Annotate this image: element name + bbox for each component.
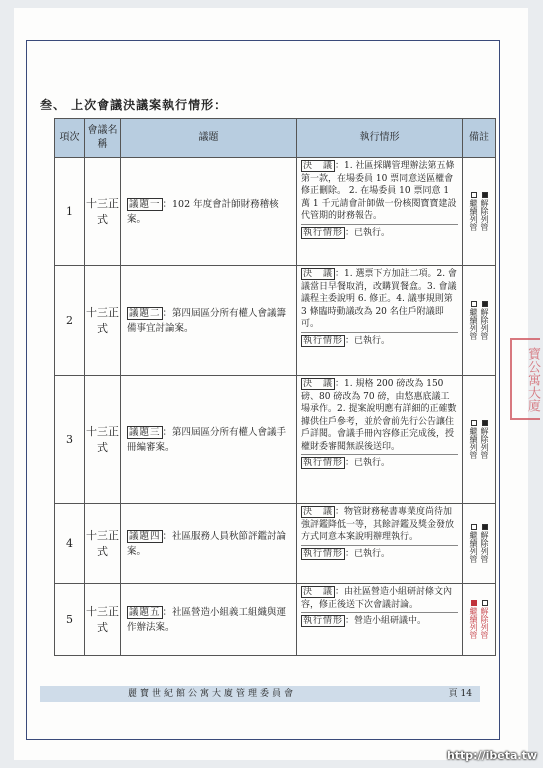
topic-text: ：社區服務人員秋節評鑑討論案。 xyxy=(127,530,287,557)
resolution-block xyxy=(301,586,458,613)
footer-committee-name: 麗寶世紀館公寓大廈管理委員會 xyxy=(128,689,297,699)
exec-status: ：營造小組研議中。 xyxy=(345,616,427,626)
note-continue-label: 繼續列管 xyxy=(469,607,478,639)
exec-cell xyxy=(297,266,463,376)
resolution-block xyxy=(301,268,458,333)
checkbox-release xyxy=(482,301,488,307)
topic-text: ：102 年度會計師財務稽核案。 xyxy=(127,198,279,225)
topic-cell xyxy=(121,158,297,266)
exec-status-block xyxy=(301,615,458,628)
resolution-block xyxy=(301,506,458,546)
resolution-label: 決 議 xyxy=(303,587,334,597)
topic-text: ：第四屆區分所有權人會議手冊編審案。 xyxy=(127,426,287,453)
header-topic: 議題 xyxy=(121,119,297,158)
row-number: 3 xyxy=(55,376,85,504)
footer-page-number: 頁 14 xyxy=(448,689,472,699)
resolution-label: 決 議 xyxy=(303,507,334,517)
exec-cell xyxy=(297,158,463,266)
topic-text: ：社區營造小組義工組織與運作辦法案。 xyxy=(127,606,287,633)
topic-cell xyxy=(121,266,297,376)
resolution-text: ：1. 規格 200 磅改為 150 磅、80 磅改為 70 磅，由悠惠底議工場承作。2. 提案說明應有詳細的正確數據供住戶參考，並於會前先行公告讓住戶詳閱。會議手冊內容修正完成後，授權財委審閱無誤後送印。 xyxy=(301,379,457,452)
header-type: 會議名稱 xyxy=(85,119,121,158)
exec-status-block xyxy=(301,548,458,561)
meeting-name: 十三正式 xyxy=(85,584,121,656)
checkbox-continue xyxy=(471,301,477,307)
checkbox-continue xyxy=(471,524,477,530)
footer-bar xyxy=(40,686,480,702)
meeting-name: 十三正式 xyxy=(85,504,121,584)
table-row xyxy=(55,266,496,376)
header-note: 備註 xyxy=(463,119,496,158)
resolution-block xyxy=(301,160,458,225)
table-row xyxy=(55,158,496,266)
topic-tag: 議題一 xyxy=(129,198,161,210)
note-cell xyxy=(463,584,496,656)
meeting-name: 十三正式 xyxy=(85,266,121,376)
note-continue-label: 繼續列管 xyxy=(469,427,478,459)
header-exec: 執行情形 xyxy=(297,119,463,158)
note-continue-label: 繼續列管 xyxy=(469,308,478,340)
checkbox-release xyxy=(482,420,488,426)
row-number: 2 xyxy=(55,266,85,376)
header-no: 項次 xyxy=(55,119,85,158)
row-number: 1 xyxy=(55,158,85,266)
exec-cell xyxy=(297,504,463,584)
table-row xyxy=(55,376,496,504)
exec-cell xyxy=(297,584,463,656)
resolution-text: ：1. 選票下方加註二項。2. 會議當日早餐取消，改購買餐盒。3. 會議議程主委說明 6. 修正。4. 議事規則第 3 條臨時動議改為 20 名住戶附議即可。 xyxy=(301,269,457,329)
exec-status: ：已執行。 xyxy=(345,227,391,238)
note-cell xyxy=(463,266,496,376)
meeting-name: 十三正式 xyxy=(85,158,121,266)
topic-tag: 議題二 xyxy=(129,307,161,319)
note-continue-label: 繼續列管 xyxy=(469,531,478,563)
table-row xyxy=(55,504,496,584)
topic-tag: 議題五 xyxy=(129,606,161,618)
exec-label: 執行情形 xyxy=(303,548,344,559)
exec-status: ：已執行。 xyxy=(345,335,391,346)
checkbox-continue xyxy=(471,420,477,426)
exec-status-block xyxy=(301,335,458,348)
checkbox-continue xyxy=(471,192,477,198)
resolution-block xyxy=(301,378,458,455)
resolution-label: 決 議 xyxy=(303,161,334,171)
exec-status: ：已執行。 xyxy=(345,548,391,559)
exec-status-block xyxy=(301,457,458,470)
topic-cell xyxy=(121,376,297,504)
resolution-text: ：由社區營造小組研討條文內容，修正後送下次會議討論。 xyxy=(301,587,453,610)
note-release-label: 解除列管 xyxy=(480,607,489,639)
table-header-row xyxy=(55,119,496,158)
checkbox-release xyxy=(482,524,488,530)
exec-label: 執行情形 xyxy=(303,616,344,626)
note-cell xyxy=(463,376,496,504)
exec-label: 執行情形 xyxy=(303,227,344,238)
checkbox-release xyxy=(482,192,488,198)
watermark-url: http://ibeta.tw xyxy=(446,749,537,762)
section-title: 叁、 上次會議決議案執行情形： xyxy=(40,98,228,112)
topic-cell xyxy=(121,584,297,656)
exec-cell xyxy=(297,376,463,504)
note-continue-label: 繼續列管 xyxy=(469,199,478,231)
note-release-label: 解除列管 xyxy=(480,427,489,459)
checkbox-release xyxy=(482,600,488,606)
topic-tag: 議題四 xyxy=(129,530,161,542)
checkbox-continue xyxy=(471,600,477,606)
note-release-label: 解除列管 xyxy=(480,308,489,340)
exec-label: 執行情形 xyxy=(303,335,344,346)
official-stamp: 寶公寓大廈 xyxy=(510,338,540,420)
note-cell xyxy=(463,504,496,584)
exec-status: ：已執行。 xyxy=(345,458,391,468)
meeting-name: 十三正式 xyxy=(85,376,121,504)
row-number: 5 xyxy=(55,584,85,656)
exec-label: 執行情形 xyxy=(303,458,344,468)
resolution-label: 決 議 xyxy=(303,379,334,389)
note-release-label: 解除列管 xyxy=(480,531,489,563)
exec-status-block xyxy=(301,227,458,240)
resolution-text: ：物管財務秘書專業度尚待加強評鑑降低一等，其餘評鑑及獎金發放方式同意本案說明辦理執行。 xyxy=(301,507,455,542)
note-release-label: 解除列管 xyxy=(480,199,489,231)
table-body xyxy=(55,158,496,656)
topic-cell xyxy=(121,504,297,584)
resolution-label: 決 議 xyxy=(303,269,334,279)
resolution-table xyxy=(54,118,496,656)
resolution-text: ：1. 社區採購管理辦法第五條第一款，在場委員 10 票同意送區權會修正刪除。 2. 在場委員 10 票同意 1 萬 1 千元請會計師做一份核閱寶寶建設代管期的財務報告。 xyxy=(301,161,457,221)
note-cell xyxy=(463,158,496,266)
topic-tag: 議題三 xyxy=(129,426,161,438)
topic-text: ：第四屆區分所有權人會議籌備事宜討論案。 xyxy=(127,307,287,334)
table-row xyxy=(55,584,496,656)
row-number: 4 xyxy=(55,504,85,584)
